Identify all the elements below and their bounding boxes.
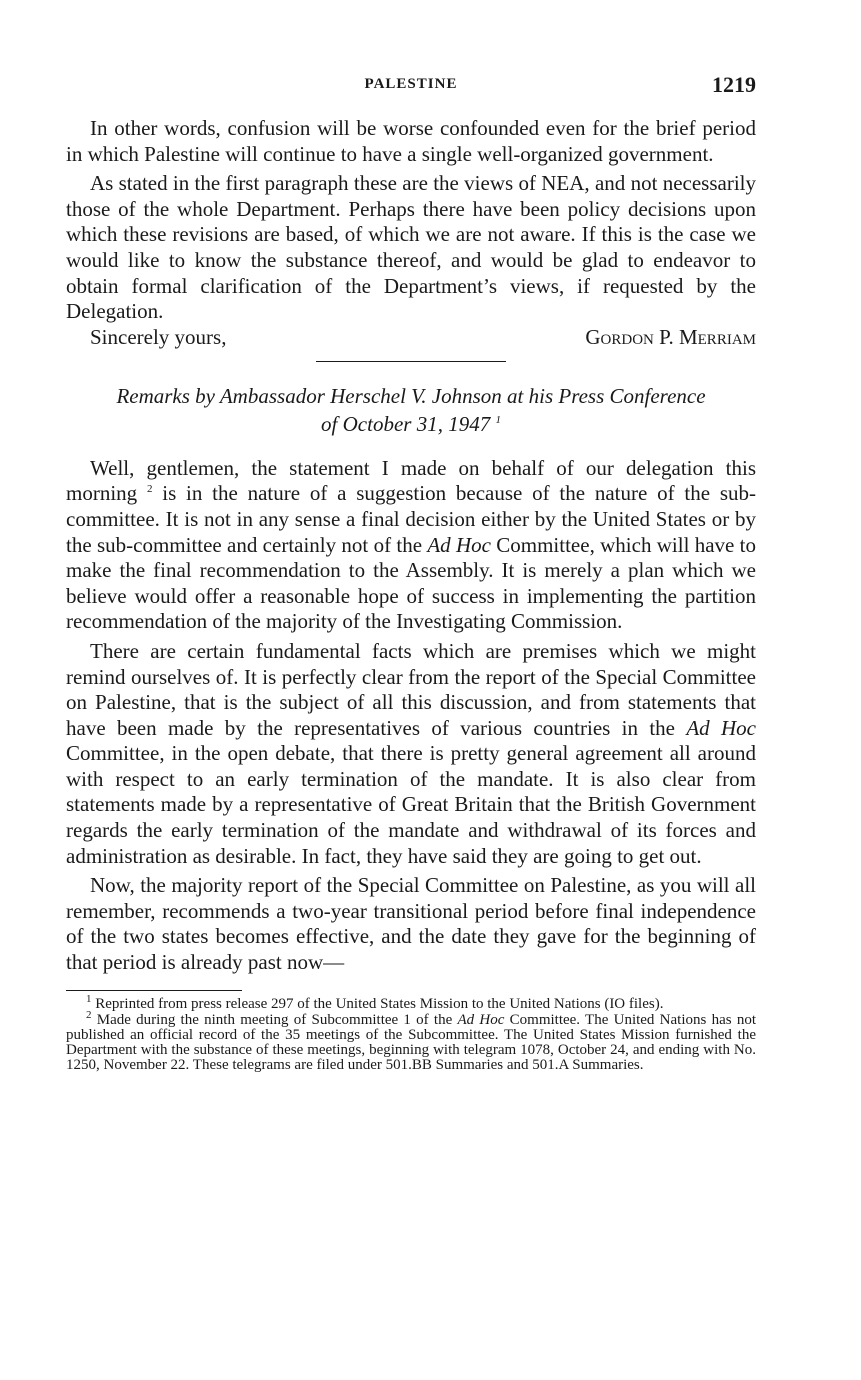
page-number: 1219 — [712, 72, 756, 97]
footnote-divider — [66, 990, 242, 991]
footnotes — [66, 992, 757, 1073]
remarks-p1-text-b: is in the nature of a suggestion because of the nature of the sub-committee. It is not in any sense a final decision either by the United States or by the sub-committee and certainly not of the — [66, 481, 756, 557]
remarks-p2-text-a: There are certain fundamental facts which are premises which we might remind ourselves of. It is perfectly clear from the report of the Special Committee on Palestine, that is the subject of all this discussion, and from statements that have been made by the representatives of various countries in the — [66, 638, 756, 740]
letter-paragraph-2: As stated in the first paragraph these are the views of NEA, and not necessarily those of the whole Department. Perhaps there have been policy decisions upon which these revisions are based, of which we are not aware. If this is the case we would like to know the substance thereof, and would be glad to endeavor to obtain formal clarification of the Department’s views, if requested by the Delegation. — [66, 171, 756, 324]
footnote-2-italic: Ad Hoc — [457, 1011, 505, 1028]
remarks-p2-text-b: Committee, in the open debate, that there is pretty general agreement all around with respect to an early termination of the mandate. It is also clear from statements made by a representative of Great Britain that the British Government regards the early termination of the mandate and withdrawal of its forces and administration as desirable. In fact, they have said they are going to get out. — [66, 741, 756, 868]
footnote-ref-2: 2 — [146, 483, 153, 496]
remarks-p1-text-a: Well, gentlemen, the statement I made on behalf of our delegation this morning — [66, 455, 756, 506]
section-divider — [316, 361, 506, 362]
remarks-paragraph-3: Now, the majority report of the Special Committee on Palestine, as you will all remember, recommends a two-year transitional period before final independence of the two states becomes effective, and the date they gave for the beginning of that period is already past now— — [66, 873, 756, 975]
footnote-2-text-a: Made during the ninth meeting of Subcommittee 1 of the — [96, 1011, 458, 1028]
footnote-2-text-b: Committee. The United Nations has not published an official record of the 35 meetings of the Subcommittee. The United States Mission furnished the Department with the substance of these meetings, beginning with telegram 1078, October 24, and ending with No. 1250, November 22. These telegrams are filed under 501.BB Summaries and 501.A Summaries. — [66, 1011, 757, 1073]
footnote-ref-1: 1 — [495, 413, 501, 426]
section-heading — [66, 382, 756, 438]
running-title: PALESTINE — [364, 76, 458, 92]
remarks-paragraph-2 — [66, 639, 756, 869]
remarks-p2-italic: Ad Hoc — [686, 715, 756, 740]
footnote-1 — [66, 992, 756, 1012]
letter-closing — [66, 325, 756, 351]
footnote-1-text: Reprinted from press release 297 of the United States Mission to the United Nations (IO files). — [95, 995, 664, 1012]
footnote-1-mark: 1 — [86, 992, 92, 1005]
heading-line-2 — [66, 410, 756, 438]
heading-line-1: Remarks by Ambassador Herschel V. Johnson at his Press Conference — [116, 383, 706, 408]
heading-date: of October 31, 1947 — [321, 411, 491, 436]
document-page — [66, 72, 756, 1073]
footnote-2-mark: 2 — [86, 1008, 92, 1021]
footnote-2 — [66, 1008, 757, 1073]
remarks-paragraph-1 — [66, 456, 756, 635]
running-head — [66, 72, 756, 102]
letter-paragraph-1: In other words, confusion will be worse confounded even for the brief period in which Palestine will continue to have a single well-organized government. — [66, 116, 756, 166]
remarks-p1-italic: Ad Hoc — [427, 532, 491, 557]
signature: Gordon P. Merriam — [585, 324, 756, 349]
closing-salutation: Sincerely yours, — [90, 324, 227, 349]
remarks-p1-text-c: Committee, which will have to make the final recommendation to the Assembly. It is merely a plan which we believe would offer a reasonable hope of success in implementing the partition recommendation of the majority of the Investigating Commission. — [66, 532, 756, 634]
